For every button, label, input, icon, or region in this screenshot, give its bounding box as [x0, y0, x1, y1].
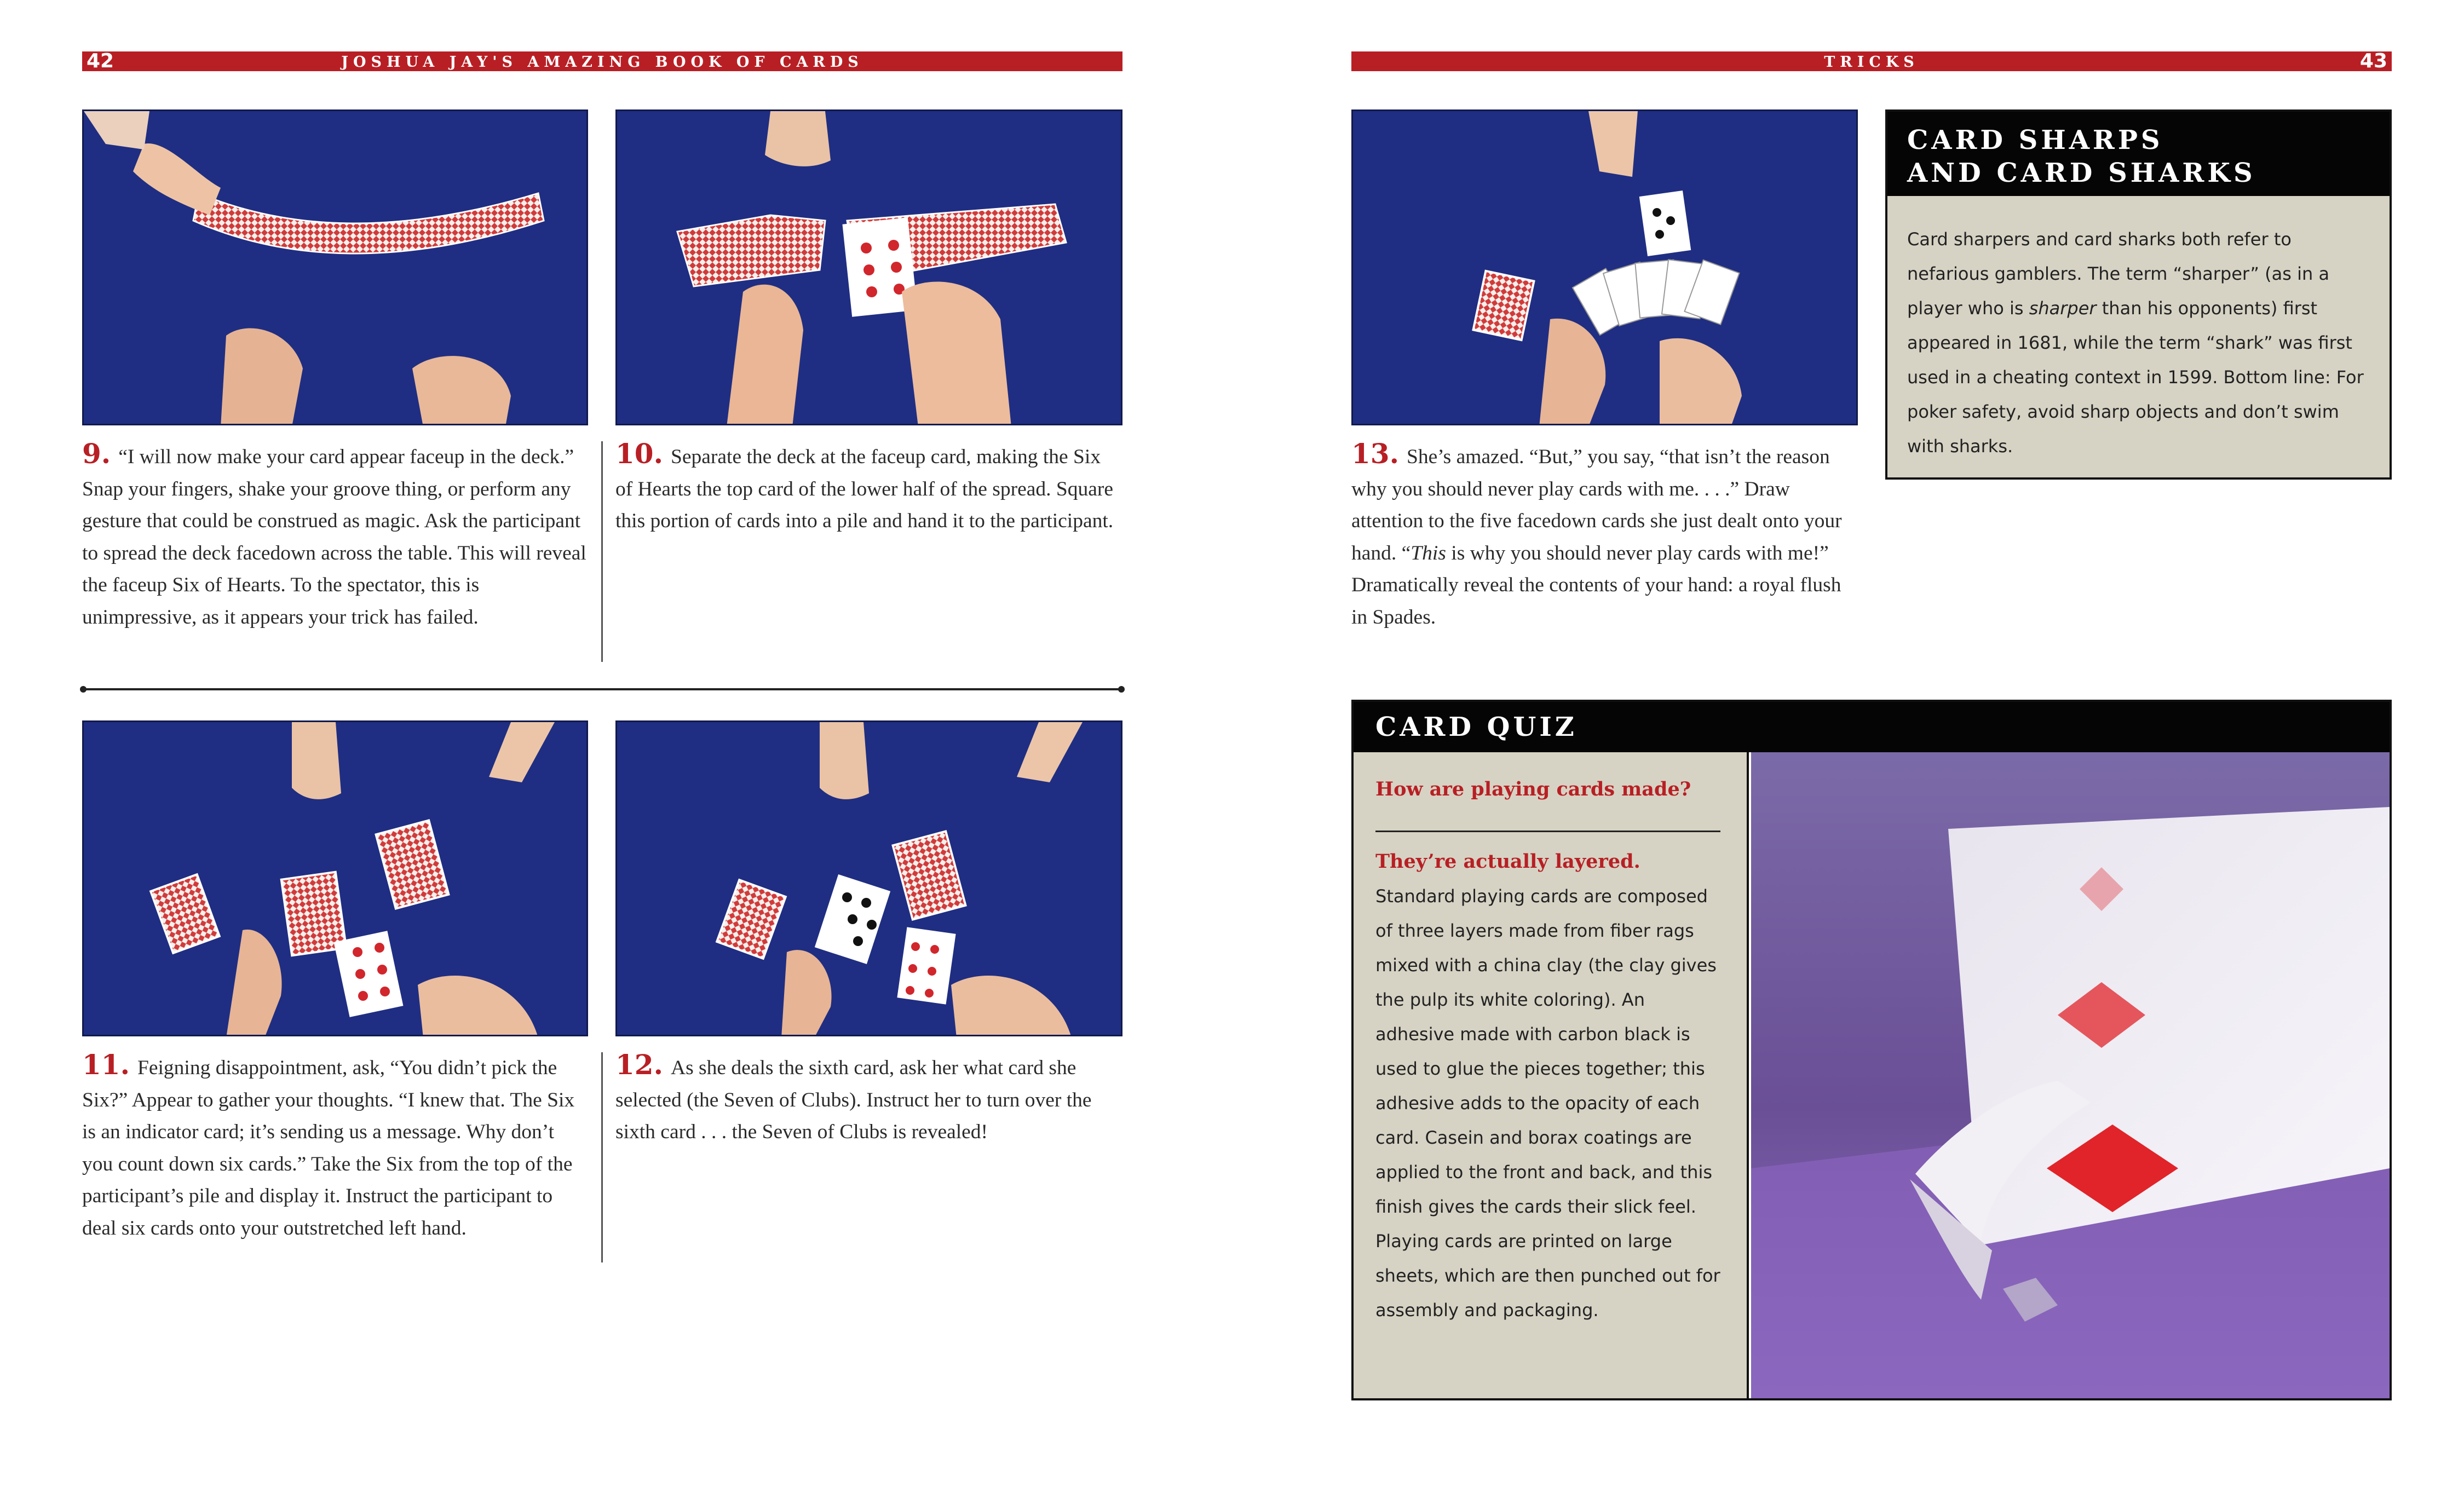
right-running-head: TRICKS [1824, 54, 1919, 71]
step-text: As she deals the sixth card, ask her what card she selected (the Seven of Clubs). Instruct her to turn over the sixth card . . . the Seven of Clubs is revealed! [615, 1057, 1092, 1143]
step-9 [82, 438, 588, 633]
step-text-emphasis: This [1411, 541, 1446, 564]
photo-step-12 [615, 720, 1122, 1036]
left-running-head: JOSHUA JAY'S AMAZING BOOK OF CARDS [341, 54, 863, 71]
photo-step-10 [615, 109, 1122, 425]
step-text: is why you should never play cards with me!” Dramatically reveal the contents of your hand: a royal flush in Spades. [1351, 541, 1841, 629]
sidebar-title-line2: AND CARD SHARKS [1907, 158, 2256, 188]
photo-step-10-illustration [617, 111, 1122, 425]
photo-step-9 [82, 109, 588, 425]
quiz-answer-lead: They’re actually layered. [1375, 850, 1640, 873]
photo-step-11-illustration [84, 722, 588, 1036]
column-divider [601, 441, 603, 662]
section-divider [82, 688, 1122, 690]
left-running-head-bar [82, 51, 1122, 71]
quiz-rule [1375, 831, 1720, 832]
sidebar-text: than his opponents) first appeared in 1681, while the term “shark” was first used in a cheating context in 1599. Bottom line: For poker safety, avoid sharp objects and don’t swim with sharks. [1907, 298, 2364, 457]
quiz-title: CARD QUIZ [1354, 702, 2390, 752]
step-12 [615, 1049, 1122, 1149]
quiz-body [1354, 752, 1749, 1398]
step-11 [82, 1049, 588, 1244]
step-text: Feigning disappointment, ask, “You didn’t pick the Six?” Appear to gather your thoughts. “I knew that. The Six is an indicator card; it’s sending us a message. Why don’t you count down six cards.” Take the Six from the top of the participant’s pile and display it. Instruct the participant to deal six cards onto your outstretched left hand. [82, 1057, 575, 1239]
photo-step-13-illustration [1353, 111, 1858, 425]
photo-step-13 [1351, 109, 1858, 425]
sidebar-title-line1: CARD SHARPS [1907, 125, 2163, 155]
quiz-question: How are playing cards made? [1375, 778, 1691, 800]
quiz-answer-body: Standard playing cards are composed of three layers made from fiber rags mixed with a china clay (the clay gives the pulp its white coloring). An adhesive made with carbon black is used to glue the pieces together; this adhesive adds to the opacity of each card. Casein and borax coatings are applied to the front and back, and this finish gives the cards their slick feel. Playing cards are printed on large sheets, which are then punched out for assembly and packaging. [1375, 886, 1720, 1321]
sidebar-title [1887, 112, 2390, 196]
quiz-photo [1751, 752, 2390, 1398]
step-text: “I will now make your card appear faceup in the deck.” Snap your fingers, shake your groove thing, or perform any gesture that could be construed as magic. Ask the participant to spread the deck facedown across the table. This will reveal the faceup Six of Hearts. To the spectator, this is unimpressive, as it appears your trick has failed. [82, 446, 586, 629]
sidebar-text: Card sharpers and card sharks both refer to nefarious gamblers. The term “sharper” (as in a player who is [1907, 229, 2330, 319]
quiz-photo-illustration [1751, 752, 2390, 1398]
step-text: Separate the deck at the faceup card, making the Six of Hearts the top card of the lower half of the spread. Square this portion of cards into a pile and hand it to the participant. [615, 446, 1114, 532]
left-page-number: 42 [87, 50, 114, 72]
photo-step-12-illustration [617, 722, 1122, 1036]
photo-step-9-illustration [84, 111, 588, 425]
step-number: 10. [615, 437, 663, 470]
card-quiz-box [1351, 700, 2392, 1400]
divider-dot-left [80, 686, 87, 693]
column-divider [601, 1052, 603, 1262]
divider-dot-right [1118, 686, 1125, 693]
step-text: She’s amazed. “But,” you say, “that isn’t the reason why you should never play cards with me. . . .” Draw attention to the five facedown cards she just dealt onto your hand. “ [1351, 446, 1842, 564]
sidebar-card-sharps [1885, 109, 2392, 480]
step-number: 13. [1351, 437, 1399, 470]
right-running-head-bar [1351, 51, 2392, 71]
step-10 [615, 438, 1122, 538]
step-number: 12. [615, 1048, 663, 1081]
step-13 [1351, 438, 1858, 633]
sidebar-text-emphasis: sharper [2029, 298, 2097, 319]
step-number: 11. [82, 1048, 130, 1081]
step-number: 9. [82, 437, 111, 470]
sidebar-body [1887, 196, 2390, 477]
photo-step-11 [82, 720, 588, 1036]
right-page-number: 43 [2359, 50, 2387, 72]
